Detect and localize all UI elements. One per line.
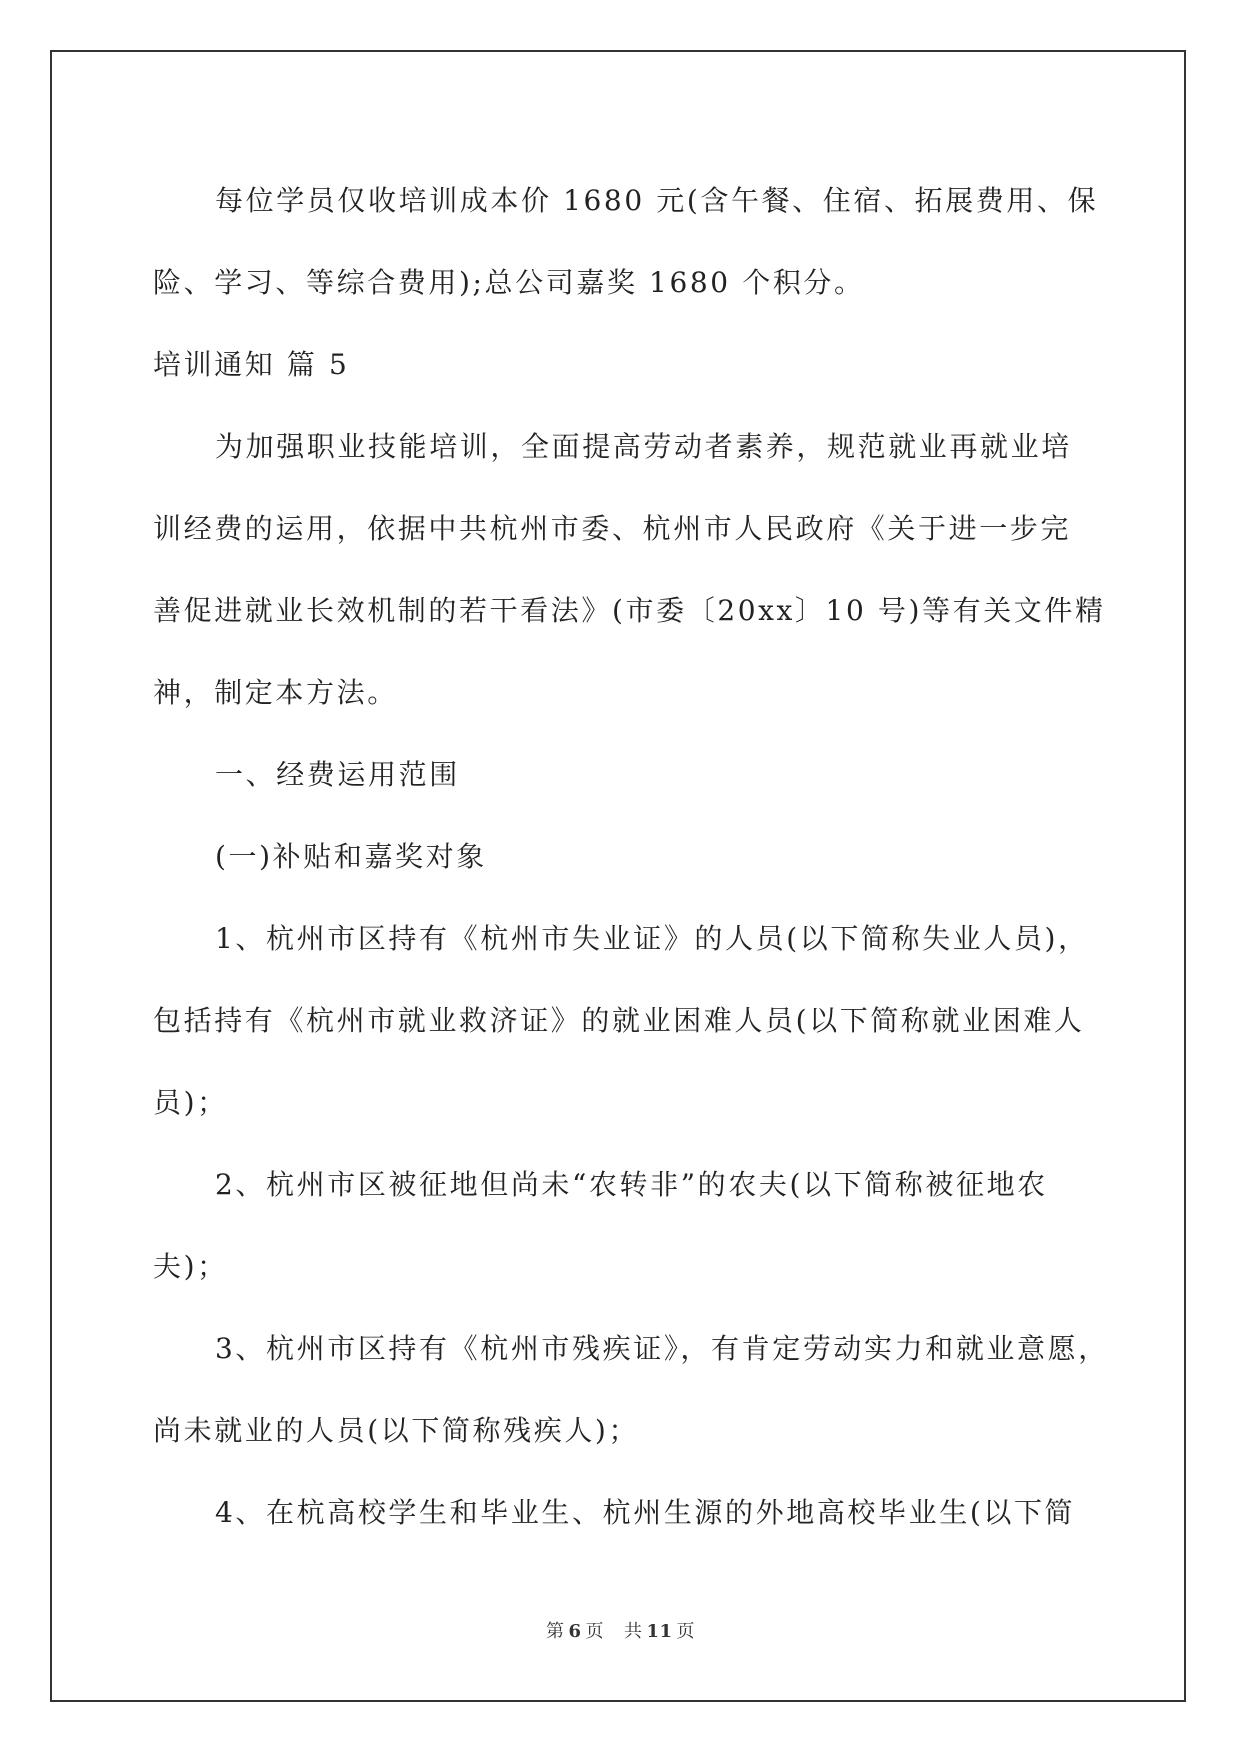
paragraph-line: 4、在杭高校学生和毕业生、杭州生源的外地高校毕业生(以下简 (215, 1496, 1076, 1529)
page-total-suffix: 页 (676, 1621, 696, 1642)
page-total-prefix: 共 (623, 1621, 643, 1642)
paragraph-line: 夫)； (153, 1250, 228, 1283)
paragraph-line: 2、杭州市区被征地但尚未“农转非”的农夫(以下简称被征地农 (215, 1168, 1048, 1201)
page-number-suffix: 页 (585, 1621, 604, 1642)
section-heading: 培训通知 篇 5 (153, 348, 350, 381)
page-footer (0, 1617, 1241, 1643)
paragraph-line: 1、杭州市区持有《杭州市失业证》的人员(以下简称失业人员)， (215, 922, 1089, 955)
paragraph-line: 包括持有《杭州市就业救济证》的就业困难人员(以下简称就业困难人 (153, 1004, 1085, 1037)
paragraph-line: 3、杭州市区持有《杭州市残疾证》，有肯定劳动实力和就业意愿， (215, 1332, 1109, 1365)
page-number-total: 11 (646, 1621, 673, 1642)
page-number-current: 6 (568, 1621, 582, 1642)
paragraph-line: 神，制定本方法。 (153, 676, 398, 709)
paragraph-line: 险、学习、等综合费用);总公司嘉奖 1680 个积分。 (153, 266, 865, 299)
paragraph-line: 为加强职业技能培训，全面提高劳动者素养，规范就业再就业培 (215, 430, 1072, 463)
paragraph-line: 尚未就业的人员(以下简称残疾人)； (153, 1414, 640, 1447)
paragraph-line: 训经费的运用，依据中共杭州市委、杭州市人民政府《关于进一步完 (153, 512, 1072, 545)
subheading: 一、经费运用范围 (215, 758, 460, 791)
paragraph-line: 员)； (153, 1086, 228, 1119)
paragraph-line: 善促进就业长效机制的若干看法》(市委〔20xx〕10 号)等有关文件精 (153, 594, 1106, 627)
paragraph-line: 每位学员仅收培训成本价 1680 元(含午餐、住宿、拓展费用、保 (215, 184, 1099, 217)
document-body (153, 160, 1109, 1554)
page-number-prefix: 第 (545, 1621, 565, 1642)
subheading: (一)补贴和嘉奖对象 (215, 840, 487, 873)
